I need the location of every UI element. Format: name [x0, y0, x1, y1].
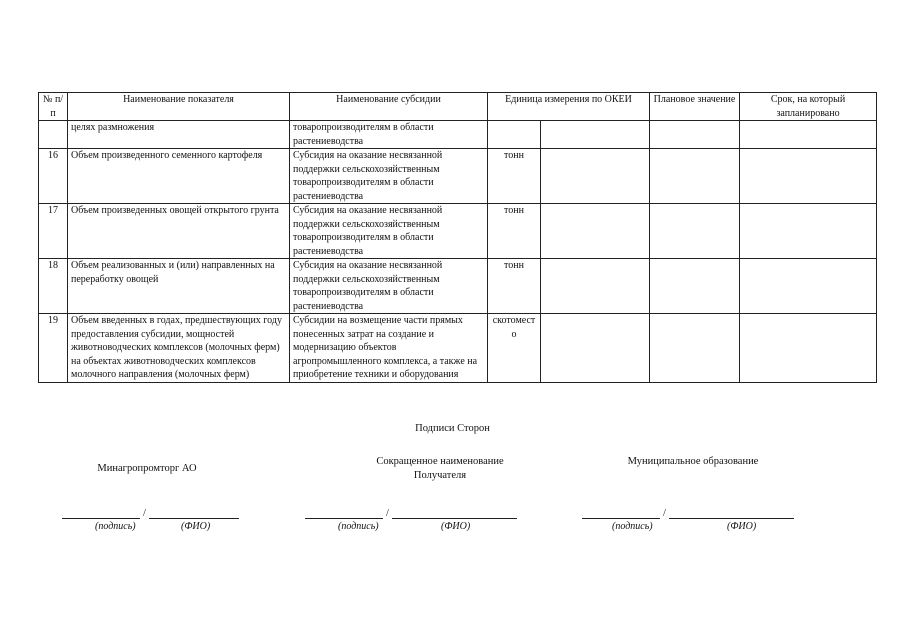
signature-line-recipient — [305, 508, 517, 519]
cell-unit-extra — [541, 121, 650, 149]
signature-blank — [582, 508, 660, 519]
header-plan: Плановое значение — [650, 93, 740, 121]
table-row — [39, 204, 877, 259]
cell-plan — [650, 314, 740, 383]
cell-plan — [650, 149, 740, 204]
separator-slash: / — [143, 508, 146, 519]
cell-unit-extra — [541, 204, 650, 259]
header-subsidy: Наименование субсидии — [290, 93, 488, 121]
cell-deadline — [740, 121, 877, 149]
table-row — [39, 259, 877, 314]
cell-unit: скотоместо — [488, 314, 541, 383]
cell-num: 17 — [39, 204, 68, 259]
cell-num — [39, 121, 68, 149]
signature-blank — [305, 508, 383, 519]
cell-plan — [650, 121, 740, 149]
signature-line-ministry — [62, 508, 239, 519]
name-blank — [392, 508, 517, 519]
header-indicator: Наименование показателя — [68, 93, 290, 121]
table-row — [39, 121, 877, 149]
cell-unit-extra — [541, 149, 650, 204]
cell-plan — [650, 204, 740, 259]
cell-unit: тонн — [488, 259, 541, 314]
caption-name: (ФИО) — [727, 521, 757, 532]
caption-name: (ФИО) — [181, 521, 211, 532]
cell-deadline — [740, 259, 877, 314]
cell-unit — [488, 121, 541, 149]
party-ministry: Минагропромторг АО — [97, 463, 197, 474]
table-row — [39, 149, 877, 204]
header-deadline: Срок, на который запланировано — [740, 93, 877, 121]
cell-indicator: Объем произведенного семенного картофеля — [68, 149, 290, 204]
separator-slash: / — [663, 508, 666, 519]
indicators-table — [38, 92, 877, 383]
cell-subsidy: товаропроизводителям в области растениеводства — [290, 121, 488, 149]
cell-deadline — [740, 204, 877, 259]
caption-name: (ФИО) — [441, 521, 471, 532]
cell-subsidy: Субсидия на оказание несвязанной поддержки сельскохозяйственным товаропроизводителям в области растениеводства — [290, 204, 488, 259]
cell-indicator: Объем введенных в годах, предшествующих году предоставления субсидии, мощностей животноводческих комплексов (молочных ферм) на объектах животноводческих комплексов молочного направления (молочных ферм) — [68, 314, 290, 383]
cell-subsidy: Субсидия на оказание несвязанной поддержки сельскохозяйственным товаропроизводителям в области растениеводства — [290, 259, 488, 314]
cell-unit: тонн — [488, 149, 541, 204]
table-row — [39, 314, 877, 383]
caption-signature: (подпись) — [612, 521, 653, 532]
name-blank — [149, 508, 239, 519]
signature-blank — [62, 508, 140, 519]
caption-signature: (подпись) — [95, 521, 136, 532]
header-num: № п/п — [39, 93, 68, 121]
cell-subsidy: Субсидии на возмещение части прямых понесенных затрат на создание и модернизацию объектов агропромышленного комплекса, а также на приобретение техники и оборудования — [290, 314, 488, 383]
caption-signature: (подпись) — [338, 521, 379, 532]
cell-indicator: Объем реализованных и (или) направленных на переработку овощей — [68, 259, 290, 314]
signatures-title: Подписи Сторон — [415, 423, 490, 434]
cell-indicator: целях размножения — [68, 121, 290, 149]
cell-indicator: Объем произведенных овощей открытого грунта — [68, 204, 290, 259]
name-blank — [669, 508, 794, 519]
cell-deadline — [740, 314, 877, 383]
cell-deadline — [740, 149, 877, 204]
signature-line-municipality — [582, 508, 794, 519]
cell-unit-extra — [541, 314, 650, 383]
cell-num: 19 — [39, 314, 68, 383]
party-recipient: Сокращенное наименование Получателя — [376, 456, 504, 481]
cell-unit-extra — [541, 259, 650, 314]
party-municipality: Муниципальное образование — [627, 456, 759, 467]
cell-num: 16 — [39, 149, 68, 204]
cell-subsidy: Субсидия на оказание несвязанной поддержки сельскохозяйственным товаропроизводителям в области растениеводства — [290, 149, 488, 204]
table-header-row — [39, 93, 877, 121]
cell-num: 18 — [39, 259, 68, 314]
header-unit: Единица измерения по ОКЕИ — [488, 93, 650, 121]
cell-unit: тонн — [488, 204, 541, 259]
cell-plan — [650, 259, 740, 314]
separator-slash: / — [386, 508, 389, 519]
